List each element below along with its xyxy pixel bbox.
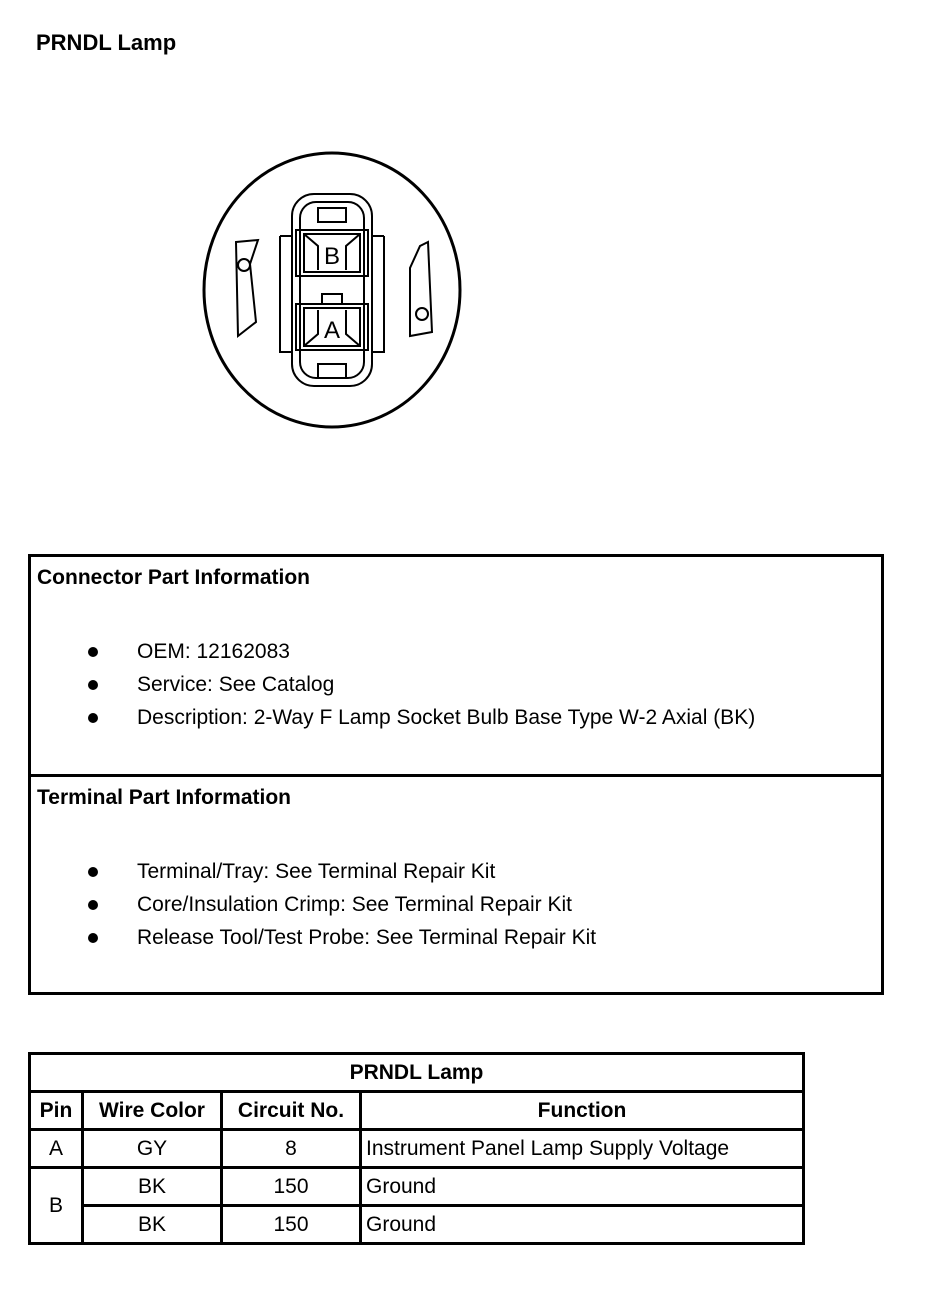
header-pin: Pin — [30, 1092, 83, 1130]
page-title: PRNDL Lamp — [36, 30, 177, 55]
bullet-icon — [88, 933, 98, 943]
part-information-box — [28, 554, 884, 995]
cell-circuit: 150 — [222, 1168, 361, 1206]
section-title: Terminal Part Information — [37, 786, 291, 809]
list-item-text: Core/Insulation Crimp: See Terminal Repair Kit — [137, 893, 572, 916]
table-row — [30, 1168, 804, 1206]
bullet-icon — [88, 867, 98, 877]
cell-pin: B — [30, 1168, 83, 1244]
cell-wire-color: BK — [83, 1206, 222, 1244]
cell-wire-color: BK — [83, 1168, 222, 1206]
header-function: Function — [361, 1092, 804, 1130]
table-header-row — [30, 1092, 804, 1130]
cavity-b-label: B — [323, 243, 341, 270]
bullet-icon — [88, 680, 98, 690]
section-title: Connector Part Information — [37, 566, 311, 589]
left-latch-hole — [238, 259, 250, 271]
cell-function: Ground — [361, 1206, 804, 1244]
list-item-text: Description: 2-Way F Lamp Socket Bulb Base Type W-2 Axial (BK) — [137, 706, 756, 729]
list-item-text: Release Tool/Test Probe: See Terminal Repair Kit — [137, 926, 597, 949]
table-row — [30, 1130, 804, 1168]
cell-wire-color: GY — [83, 1130, 222, 1168]
cell-function: Instrument Panel Lamp Supply Voltage — [361, 1130, 804, 1168]
list-item-text: Service: See Catalog — [137, 673, 335, 696]
right-latch — [410, 242, 432, 336]
cell-circuit: 8 — [222, 1130, 361, 1168]
left-latch — [236, 240, 258, 336]
bullet-icon — [88, 647, 98, 657]
list-item-text: Terminal/Tray: See Terminal Repair Kit — [137, 860, 496, 883]
cavity-a-label: A — [323, 317, 341, 344]
table-title-row — [30, 1054, 804, 1092]
list-item-text: OEM: 12162083 — [137, 640, 290, 663]
header-circuit-no: Circuit No. — [222, 1092, 361, 1130]
right-latch-hole — [416, 308, 428, 320]
bullet-icon — [88, 900, 98, 910]
bullet-icon — [88, 713, 98, 723]
terminal-part-information — [31, 777, 881, 992]
connector-part-information — [31, 557, 881, 777]
table-row — [30, 1206, 804, 1244]
connector-face-diagram — [195, 145, 470, 435]
cell-circuit: 150 — [222, 1206, 361, 1244]
cell-function: Ground — [361, 1168, 804, 1206]
table-title: PRNDL Lamp — [30, 1054, 804, 1092]
cell-pin: A — [30, 1130, 83, 1168]
header-wire-color: Wire Color — [83, 1092, 222, 1130]
pin-table — [28, 1052, 805, 1245]
